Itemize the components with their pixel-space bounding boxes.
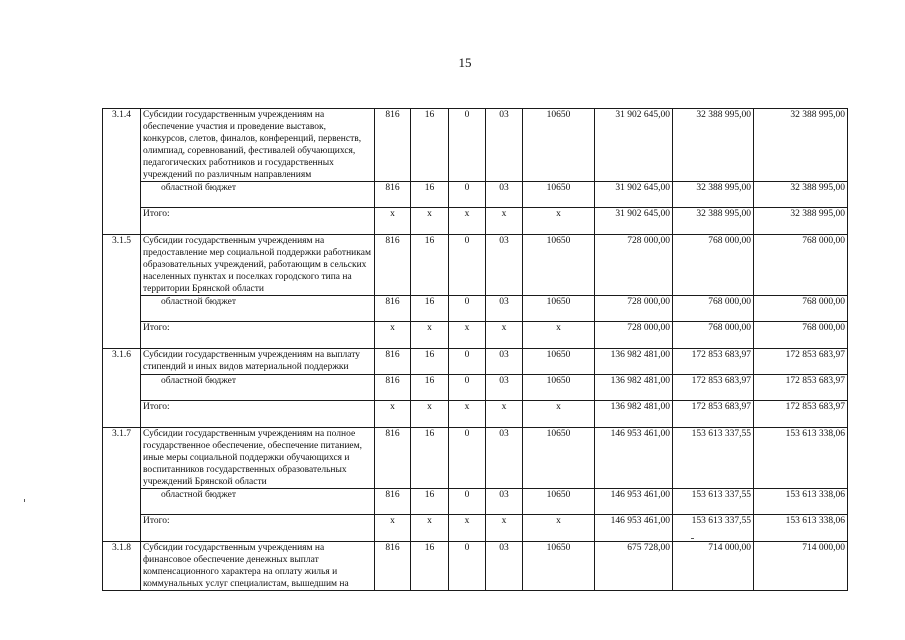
amount-cell-v2: 172 853 683,97 (673, 349, 754, 375)
table-row (103, 375, 848, 401)
amount-cell-v2: 172 853 683,97 (673, 401, 754, 428)
amount-cell-v3: 172 853 683,97 (754, 401, 848, 428)
code-cell-c3: x (449, 208, 486, 235)
item-code-cell (103, 375, 141, 401)
code-cell-c1: 816 (375, 109, 411, 182)
code-cell-c4: 03 (486, 235, 523, 296)
code-cell-c1: 816 (375, 182, 411, 208)
code-cell-c5: 10650 (523, 489, 595, 515)
amount-cell-v2: 153 613 337,55 (673, 515, 754, 542)
code-cell-c5: 10650 (523, 296, 595, 322)
code-cell-c5: 10650 (523, 375, 595, 401)
item-code-cell (103, 322, 141, 349)
table-row (103, 235, 848, 296)
amount-cell-v3: 32 388 995,00 (754, 109, 848, 182)
item-code-cell (103, 515, 141, 542)
code-cell-c3: 0 (449, 296, 486, 322)
amount-cell-v3: 153 613 338,06 (754, 428, 848, 489)
code-cell-c3: 0 (449, 375, 486, 401)
amount-cell-v1: 675 728,00 (595, 542, 673, 591)
page-number: 15 (458, 55, 472, 70)
code-cell-c1: 816 (375, 235, 411, 296)
description-cell: Итого: (141, 515, 375, 542)
amount-cell-v1: 136 982 481,00 (595, 349, 673, 375)
amount-cell-v1: 136 982 481,00 (595, 401, 673, 428)
code-cell-c2: 16 (411, 542, 449, 591)
code-cell-c2: x (411, 208, 449, 235)
code-cell-c3: 0 (449, 349, 486, 375)
table-row (103, 428, 848, 489)
item-code-cell (103, 296, 141, 322)
code-cell-c5: x (523, 322, 595, 349)
item-code-cell (103, 182, 141, 208)
amount-cell-v1: 146 953 461,00 (595, 489, 673, 515)
table-row (103, 296, 848, 322)
code-cell-c3: 0 (449, 542, 486, 591)
amount-cell-v2: 32 388 995,00 (673, 182, 754, 208)
table-row (103, 515, 848, 542)
code-cell-c2: 16 (411, 428, 449, 489)
code-cell-c4: 03 (486, 109, 523, 182)
code-cell-c5: 10650 (523, 428, 595, 489)
amount-cell-v1: 146 953 461,00 (595, 428, 673, 489)
amount-cell-v3: 714 000,00 (754, 542, 848, 591)
code-cell-c5: 10650 (523, 109, 595, 182)
code-cell-c2: 16 (411, 375, 449, 401)
table-row (103, 401, 848, 428)
code-cell-c2: 16 (411, 349, 449, 375)
description-cell: областной бюджет (141, 489, 375, 515)
code-cell-c4: 03 (486, 296, 523, 322)
description-cell: Итого: (141, 401, 375, 428)
description-cell: Итого: (141, 322, 375, 349)
amount-cell-v3: 768 000,00 (754, 296, 848, 322)
amount-cell-v2: 172 853 683,97 (673, 375, 754, 401)
code-cell-c5: 10650 (523, 182, 595, 208)
amount-cell-v1: 728 000,00 (595, 296, 673, 322)
description-cell: Итого: (141, 208, 375, 235)
scan-dot (24, 499, 25, 502)
code-cell-c1: 816 (375, 375, 411, 401)
amount-cell-v2: 768 000,00 (673, 235, 754, 296)
code-cell-c1: 816 (375, 489, 411, 515)
amount-cell-v2: 32 388 995,00 (673, 109, 754, 182)
code-cell-c4: 03 (486, 349, 523, 375)
table-row (103, 322, 848, 349)
table-row (103, 109, 848, 182)
code-cell-c3: x (449, 515, 486, 542)
scan-dot (691, 538, 694, 539)
description-cell: областной бюджет (141, 375, 375, 401)
code-cell-c2: 16 (411, 182, 449, 208)
item-code-cell (103, 401, 141, 428)
amount-cell-v1: 31 902 645,00 (595, 208, 673, 235)
amount-cell-v3: 32 388 995,00 (754, 208, 848, 235)
amount-cell-v2: 32 388 995,00 (673, 208, 754, 235)
description-cell: Субсидии государственным учреждениям на полное государственное обеспечение, обеспечение питанием, иные меры социальной поддержки обучающихся и воспитанников государственных образовательных учреждений Брянской области (141, 428, 375, 489)
amount-cell-v2: 768 000,00 (673, 322, 754, 349)
code-cell-c1: x (375, 322, 411, 349)
code-cell-c5: 10650 (523, 349, 595, 375)
code-cell-c5: 10650 (523, 542, 595, 591)
code-cell-c1: x (375, 515, 411, 542)
code-cell-c2: 16 (411, 109, 449, 182)
code-cell-c4: 03 (486, 428, 523, 489)
amount-cell-v3: 768 000,00 (754, 235, 848, 296)
code-cell-c1: 816 (375, 349, 411, 375)
code-cell-c4: 03 (486, 375, 523, 401)
amount-cell-v1: 728 000,00 (595, 322, 673, 349)
amount-cell-v3: 172 853 683,97 (754, 375, 848, 401)
code-cell-c5: x (523, 208, 595, 235)
item-code-cell: 3.1.4 (103, 109, 141, 182)
amount-cell-v3: 32 388 995,00 (754, 182, 848, 208)
amount-cell-v1: 728 000,00 (595, 235, 673, 296)
amount-cell-v1: 31 902 645,00 (595, 109, 673, 182)
code-cell-c2: x (411, 322, 449, 349)
amount-cell-v1: 31 902 645,00 (595, 182, 673, 208)
budget-table (102, 108, 848, 591)
amount-cell-v3: 153 613 338,06 (754, 515, 848, 542)
code-cell-c4: x (486, 208, 523, 235)
code-cell-c3: 0 (449, 235, 486, 296)
amount-cell-v2: 153 613 337,55 (673, 489, 754, 515)
description-cell: Субсидии государственным учреждениям на предоставление мер социальной поддержки работникам образовательных учреждений, работающим в сельских населенных пунктах и поселках городского типа на территории Брянской области (141, 235, 375, 296)
code-cell-c2: x (411, 401, 449, 428)
description-cell: областной бюджет (141, 182, 375, 208)
code-cell-c3: 0 (449, 109, 486, 182)
amount-cell-v1: 136 982 481,00 (595, 375, 673, 401)
code-cell-c3: 0 (449, 489, 486, 515)
code-cell-c1: 816 (375, 542, 411, 591)
code-cell-c5: x (523, 401, 595, 428)
item-code-cell: 3.1.8 (103, 542, 141, 591)
code-cell-c1: 816 (375, 428, 411, 489)
table-row (103, 182, 848, 208)
code-cell-c2: 16 (411, 235, 449, 296)
item-code-cell: 3.1.5 (103, 235, 141, 296)
description-cell: областной бюджет (141, 296, 375, 322)
code-cell-c2: 16 (411, 489, 449, 515)
code-cell-c4: 03 (486, 182, 523, 208)
amount-cell-v2: 714 000,00 (673, 542, 754, 591)
code-cell-c1: 816 (375, 296, 411, 322)
code-cell-c5: x (523, 515, 595, 542)
code-cell-c1: x (375, 208, 411, 235)
amount-cell-v3: 172 853 683,97 (754, 349, 848, 375)
code-cell-c3: x (449, 322, 486, 349)
amount-cell-v3: 768 000,00 (754, 322, 848, 349)
code-cell-c3: 0 (449, 428, 486, 489)
item-code-cell: 3.1.6 (103, 349, 141, 375)
description-cell: Субсидии государственным учреждениям на выплату стипендий и иных видов материальной поддержки (141, 349, 375, 375)
table-row (103, 489, 848, 515)
amount-cell-v3: 153 613 338,06 (754, 489, 848, 515)
description-cell: Субсидии государственным учреждениям на финансовое обеспечение денежных выплат компенсационного характера на оплату жилья и коммунальных услуг специалистам, вышедшим на (141, 542, 375, 591)
code-cell-c4: 03 (486, 489, 523, 515)
code-cell-c4: x (486, 322, 523, 349)
code-cell-c2: x (411, 515, 449, 542)
item-code-cell: 3.1.7 (103, 428, 141, 489)
code-cell-c4: x (486, 401, 523, 428)
amount-cell-v1: 146 953 461,00 (595, 515, 673, 542)
table-row (103, 349, 848, 375)
code-cell-c5: 10650 (523, 235, 595, 296)
item-code-cell (103, 208, 141, 235)
item-code-cell (103, 489, 141, 515)
code-cell-c4: x (486, 515, 523, 542)
table-row (103, 208, 848, 235)
amount-cell-v2: 768 000,00 (673, 296, 754, 322)
code-cell-c3: 0 (449, 182, 486, 208)
code-cell-c3: x (449, 401, 486, 428)
code-cell-c2: 16 (411, 296, 449, 322)
amount-cell-v2: 153 613 337,55 (673, 428, 754, 489)
table-body (103, 109, 848, 591)
code-cell-c4: 03 (486, 542, 523, 591)
table-row (103, 542, 848, 591)
code-cell-c1: x (375, 401, 411, 428)
description-cell: Субсидии государственным учреждениям на обеспечение участия и проведение выставок, конкурсов, слетов, финалов, конференций, первенств, олимпиад, соревнований, фестивалей обучающихся, педагогических работников и государственных учреждений по различным направлениям (141, 109, 375, 182)
